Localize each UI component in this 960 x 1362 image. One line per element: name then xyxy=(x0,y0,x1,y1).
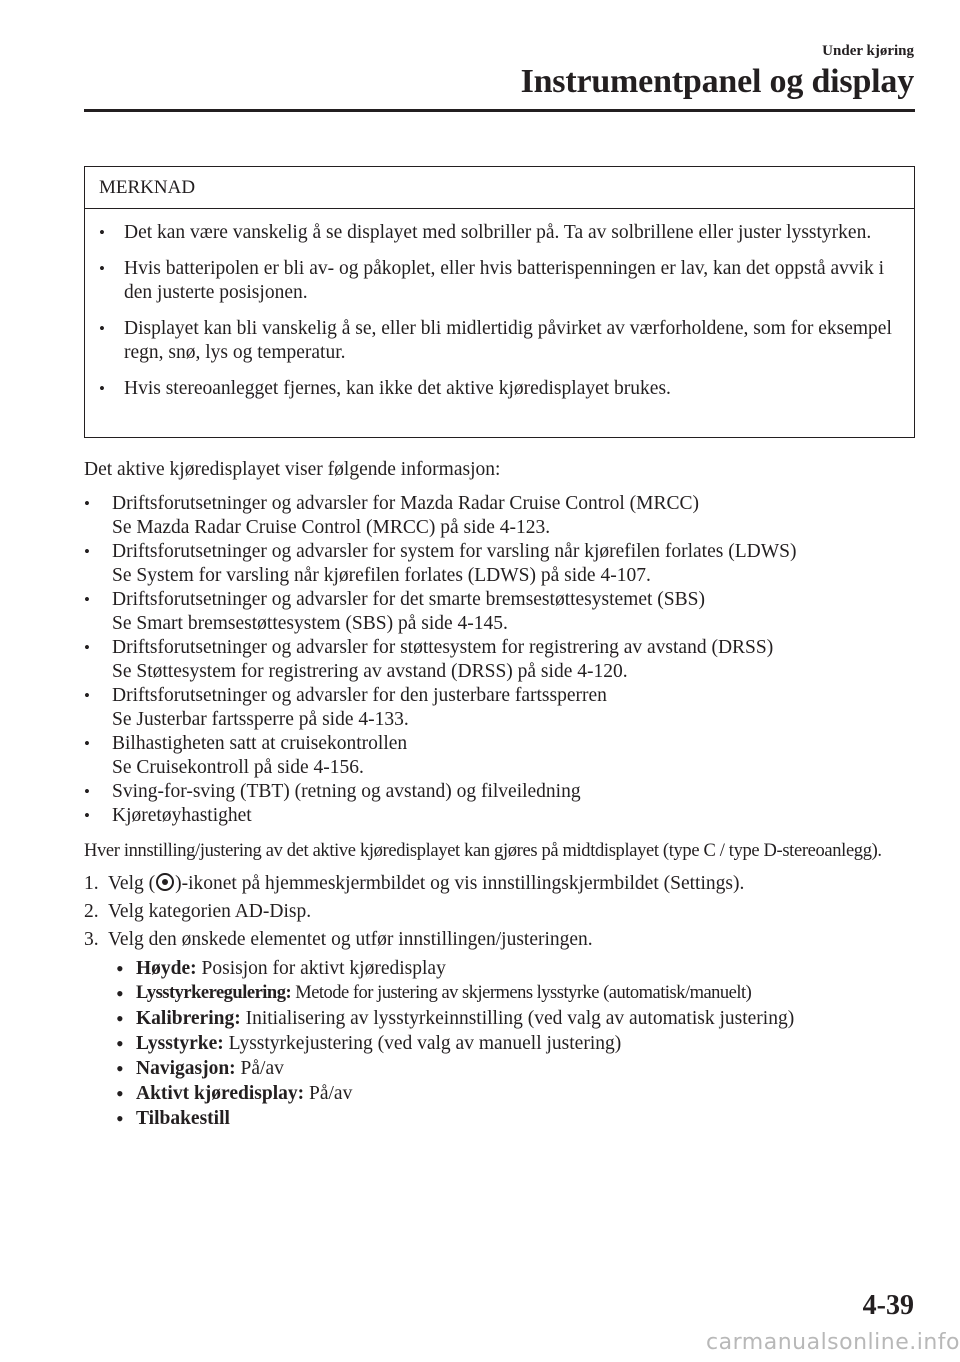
header-rule xyxy=(84,109,915,112)
setting-item: • Lysstyrke: Lysstyrkejustering (ved valg av manuell justering) xyxy=(116,1031,622,1056)
page-reference: Se Cruisekontroll på side 4-156. xyxy=(112,757,364,778)
list-item: • Kjøretøyhastighet xyxy=(84,805,252,826)
header-section-label: Under kjøring xyxy=(822,43,914,59)
note-heading: MERKNAD xyxy=(85,167,914,209)
info-list xyxy=(84,492,924,828)
note-box xyxy=(84,166,915,438)
bullet-icon: • xyxy=(84,542,90,561)
bullet-icon: • xyxy=(99,223,105,242)
setting-item: • Lysstyrkeregulering: Metode for justering av skjermens lysstyrke (automatisk/manuelt) xyxy=(116,981,752,1006)
bullet-icon: • xyxy=(84,806,90,825)
settings-gear-icon xyxy=(156,873,174,891)
page-reference: Se System for varsling når kjørefilen forlates (LDWS) på side 4-107. xyxy=(112,565,651,586)
bullet-icon: • xyxy=(116,956,124,981)
settings-list xyxy=(84,956,924,1131)
main-content xyxy=(84,458,924,1131)
step-item: 2. Velg kategorien AD-Disp. xyxy=(84,901,312,922)
step-number: 3. xyxy=(84,929,99,950)
intro-paragraph: Det aktive kjøredisplayet viser følgende informasjon: xyxy=(84,459,501,480)
step-number: 2. xyxy=(84,901,99,922)
bullet-icon: • xyxy=(116,1081,124,1106)
bullet-icon: • xyxy=(84,590,90,609)
bullet-icon: • xyxy=(84,494,90,513)
page-reference: Se Justerbar fartssperre på side 4-133. xyxy=(112,709,409,730)
note-item: • Hvis batteripolen er bli av- og påkoplet, eller hvis batterispenningen er lav, kan det oppstå avvik i den justerte posisjonen. xyxy=(99,258,885,303)
settings-intro: Hver innstilling/justering av det aktive kjøredisplayet kan gjøres på midtdisplayet (type C / type D-stereoanlegg). xyxy=(84,841,882,861)
bullet-icon: • xyxy=(116,981,124,1006)
step-item: 3. Velg den ønskede elementet og utfør innstillingen/justeringen. xyxy=(84,929,593,950)
note-list xyxy=(85,209,914,401)
list-item: • Driftsforutsetninger og advarsler for støttesystem for registrering av avstand (DRSS) Se Støttesystem for registrering av avstand (DRSS) på side 4-120. xyxy=(84,637,774,682)
note-item: • Hvis stereoanlegget fjernes, kan ikke det aktive kjøredisplayet brukes. xyxy=(99,378,671,399)
page-title: Instrumentpanel og display xyxy=(520,63,914,100)
list-item: • Driftsforutsetninger og advarsler for system for varsling når kjørefilen forlates (LDWS) Se System for varsling når kjørefilen forlates (LDWS) på side 4-107. xyxy=(84,541,797,586)
page-reference: Se Mazda Radar Cruise Control (MRCC) på side 4-123. xyxy=(112,517,551,538)
list-item: • Driftsforutsetninger og advarsler for den justerbare fartssperren Se Justerbar fartssperre på side 4-133. xyxy=(84,685,607,730)
bullet-icon: • xyxy=(116,1056,124,1081)
bullet-icon: • xyxy=(84,782,90,801)
steps-list xyxy=(84,872,924,952)
setting-item: • Tilbakestill xyxy=(116,1106,230,1131)
bullet-icon: • xyxy=(116,1031,124,1056)
page-reference: Se Smart bremsestøttesystem (SBS) på side 4-145. xyxy=(112,613,508,634)
setting-item: • Høyde: Posisjon for aktivt kjøredisplay xyxy=(116,956,446,981)
bullet-icon: • xyxy=(99,259,105,278)
list-item: • Driftsforutsetninger og advarsler for det smarte bremsestøttesystemet (SBS) Se Smart bremsestøttesystem (SBS) på side 4-145. xyxy=(84,589,705,634)
step-item: 1. Velg ( )-ikonet på hjemmeskjermbildet og vis innstillingskjermbildet (Settings). xyxy=(84,873,745,894)
list-item: • Bilhastigheten satt at cruisekontrollen Se Cruisekontroll på side 4-156. xyxy=(84,733,408,778)
bullet-icon: • xyxy=(84,734,90,753)
note-item: • Det kan være vanskelig å se displayet med solbriller på. Ta av solbrillene eller juster lysstyrken. xyxy=(99,222,872,243)
step-number: 1. xyxy=(84,873,99,894)
bullet-icon: • xyxy=(116,1006,124,1031)
watermark: carmanualsonline.info xyxy=(706,1330,960,1355)
bullet-icon: • xyxy=(99,319,105,338)
page-reference: Se Støttesystem for registrering av avstand (DRSS) på side 4-120. xyxy=(112,661,628,682)
setting-item: • Navigasjon: På/av xyxy=(116,1056,284,1081)
page-number: 4-39 xyxy=(862,1290,914,1321)
bullet-icon: • xyxy=(99,379,105,398)
setting-item: • Aktivt kjøredisplay: På/av xyxy=(116,1081,353,1106)
list-item: • Driftsforutsetninger og advarsler for Mazda Radar Cruise Control (MRCC) Se Mazda Radar Cruise Control (MRCC) på side 4-123. xyxy=(84,493,700,538)
setting-item: • Kalibrering: Initialisering av lysstyrkeinnstilling (ved valg av automatisk justering) xyxy=(116,1006,795,1031)
note-item: • Displayet kan bli vanskelig å se, eller bli midlertidig påvirket av værforholdene, som for eksempel regn, snø, lys og temperatur. xyxy=(99,318,892,363)
bullet-icon: • xyxy=(84,638,90,657)
bullet-icon: • xyxy=(84,686,90,705)
list-item: • Sving-for-sving (TBT) (retning og avstand) og filveiledning xyxy=(84,781,581,802)
bullet-icon: • xyxy=(116,1106,124,1131)
